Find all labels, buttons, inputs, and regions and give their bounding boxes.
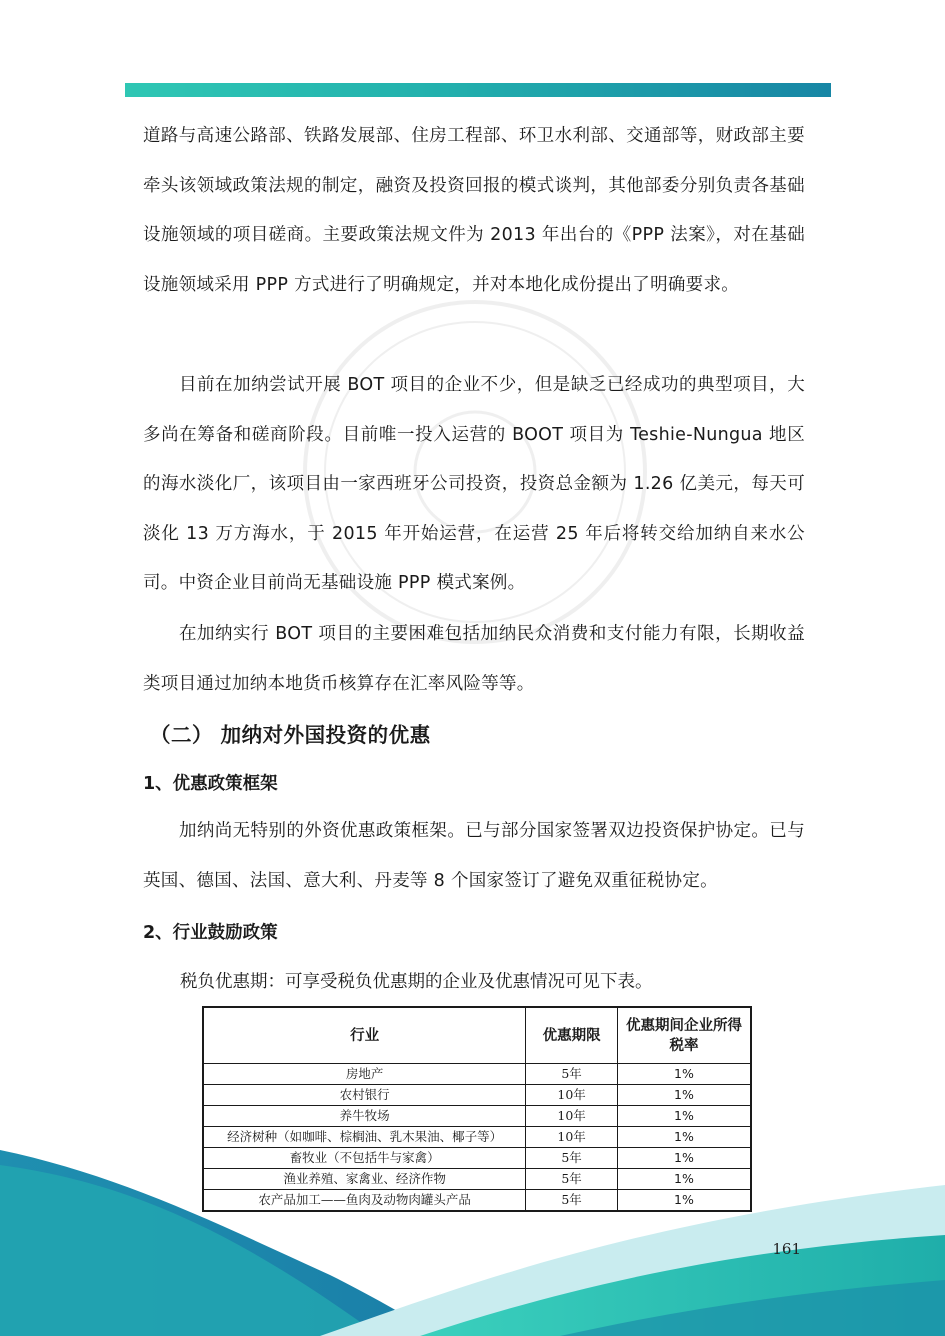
cell-tax-rate: 1% <box>617 1169 751 1190</box>
paragraph-policy-framework: 加纳尚无特别的外资优惠政策框架。已与部分国家签署双边投资保护协定。已与英国、德国、法国、意大利、丹麦等 8 个国家签订了避免双重征税协定。 <box>143 821 805 891</box>
cell-tax-rate: 1% <box>617 1106 751 1127</box>
cell-period: 5年 <box>526 1148 618 1169</box>
cell-industry: 畜牧业（不包括牛与家禽） <box>203 1148 526 1169</box>
column-header-period: 优惠期限 <box>526 1007 618 1064</box>
cell-tax-rate: 1% <box>617 1190 751 1212</box>
cell-period: 10年 <box>526 1127 618 1148</box>
table-row <box>203 1064 751 1085</box>
cell-tax-rate: 1% <box>617 1085 751 1106</box>
table-header-row <box>203 1007 751 1064</box>
paragraph-ppp-ministries: 道路与高速公路部、铁路发展部、住房工程部、环卫水利部、交通部等，财政部主要牵头该领域政策法规的制定，融资及投资回报的模式谈判，其他部委分别负责各基础设施领域的项目磋商。主要政策法规文件为 2013 年出台的《PPP 法案》，对在基础设施领域采用 PPP 方式进行了明确规定，并对本地化成份提出了明确要求。 <box>143 126 805 295</box>
cell-industry: 渔业养殖、家禽业、经济作物 <box>203 1169 526 1190</box>
table-row <box>203 1085 751 1106</box>
cell-industry: 养牛牧场 <box>203 1106 526 1127</box>
header-accent-bar <box>125 83 831 97</box>
column-header-tax-rate: 优惠期间企业所得税率 <box>617 1007 751 1064</box>
cell-period: 5年 <box>526 1169 618 1190</box>
section-heading: （二） 加纳对外国投资的优惠 <box>150 723 431 747</box>
column-header-industry: 行业 <box>203 1007 526 1064</box>
cell-tax-rate: 1% <box>617 1064 751 1085</box>
subsection-heading-industry-policy: 2、行业鼓励政策 <box>143 923 278 943</box>
cell-industry: 农产品加工——鱼肉及动物肉罐头产品 <box>203 1190 526 1212</box>
page-number: 161 <box>772 1240 801 1258</box>
cell-period: 10年 <box>526 1106 618 1127</box>
cell-tax-rate: 1% <box>617 1127 751 1148</box>
cell-industry: 房地产 <box>203 1064 526 1085</box>
footer-wave-decoration <box>0 1130 945 1336</box>
cell-period: 5年 <box>526 1190 618 1212</box>
cell-period: 5年 <box>526 1064 618 1085</box>
cell-period: 10年 <box>526 1085 618 1106</box>
subsection-heading-policy-framework: 1、优惠政策框架 <box>143 774 278 794</box>
paragraph-bot-projects: 目前在加纳尝试开展 BOT 项目的企业不少，但是缺乏已经成功的典型项目，大多尚在筹备和磋商阶段。目前唯一投入运营的 BOOT 项目为 Teshie-Nungua 地区的海水淡化厂，该项目由一家西班牙公司投资，投资总金额为 1.26 亿美元，每天可淡化 13 万方海水，于 2015 年开始运营，在运营 25 年后将转交给加纳自来水公司。中资企业目前尚无基础设施 PPP 模式案例。 <box>143 375 805 593</box>
cell-tax-rate: 1% <box>617 1148 751 1169</box>
cell-industry: 农村银行 <box>203 1085 526 1106</box>
paragraph-bot-difficulties: 在加纳实行 BOT 项目的主要困难包括加纳民众消费和支付能力有限，长期收益类项目通过加纳本地货币核算存在汇率风险等等。 <box>143 624 805 694</box>
cell-industry: 经济树种（如咖啡、棕榈油、乳木果油、椰子等） <box>203 1127 526 1148</box>
table-row <box>203 1106 751 1127</box>
table-intro-text: 税负优惠期：可享受税负优惠期的企业及优惠情况可见下表。 <box>180 972 653 992</box>
